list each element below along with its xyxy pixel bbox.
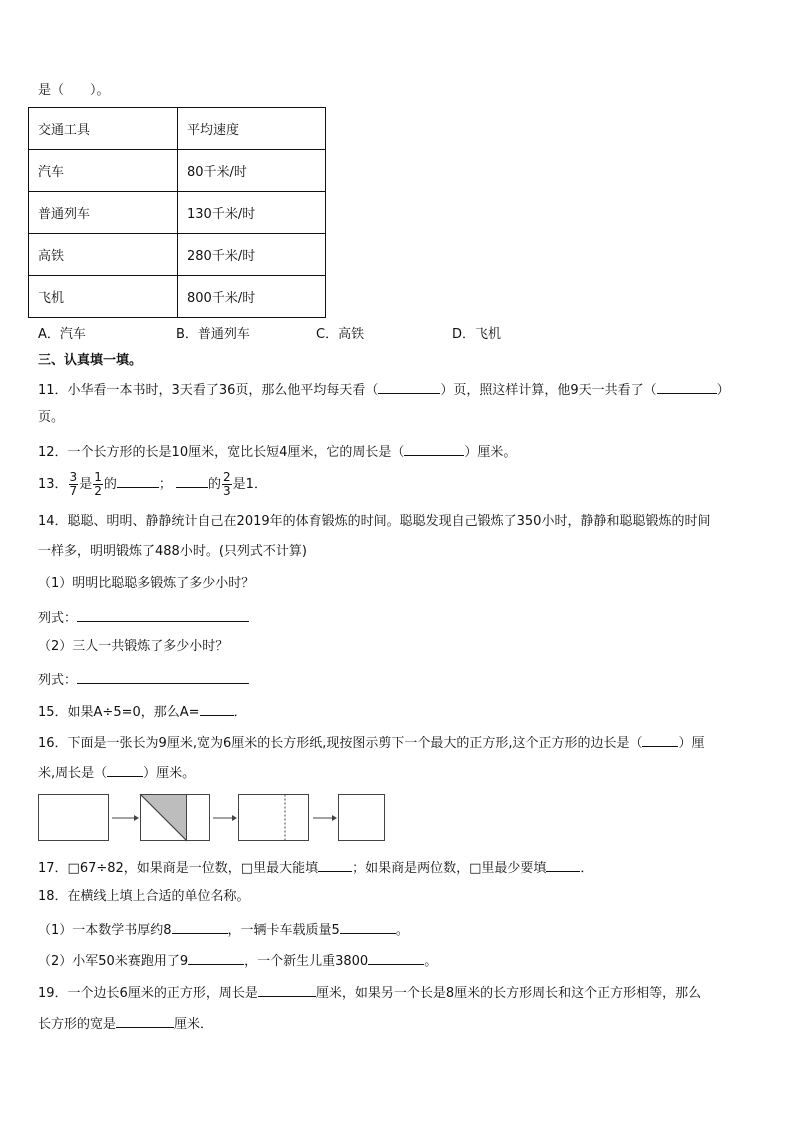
question-14-line-2: 一样多，明明锻炼了488小时。(只列式不计算) — [38, 544, 307, 559]
intro-text: 是（ ）。 — [38, 83, 110, 98]
question-14-part-2: （2）三人一共锻炼了多少小时？ — [38, 639, 229, 654]
option-b: B．普通列车 — [176, 327, 250, 342]
table-cell: 800千米/时 — [178, 276, 326, 318]
answer-blank[interactable] — [368, 950, 424, 965]
question-text: ）页，照这样计算，他9天一共看了（ — [440, 383, 657, 398]
unfolded-rectangle — [239, 795, 309, 841]
answer-blank[interactable] — [77, 607, 249, 622]
answer-blank[interactable] — [258, 982, 316, 997]
table-row — [29, 234, 326, 276]
section-title: 三、认真填一填。 — [38, 353, 143, 368]
question-text: 长方形的宽是 — [38, 1017, 117, 1032]
cutting-diagram — [38, 793, 388, 843]
table-cell: 飞机 — [29, 276, 178, 318]
arrow-head — [232, 815, 237, 821]
answer-blank[interactable] — [378, 379, 440, 394]
question-text: ）厘 — [678, 736, 705, 751]
question-text: ，一辆卡车载质量5 — [227, 923, 340, 938]
table-cell: 高铁 — [29, 234, 178, 276]
table-row — [29, 150, 326, 192]
option-d: D．飞机 — [452, 327, 502, 342]
question-11-line-2: 页。 — [38, 410, 65, 425]
question-18-part-2: （2）小军50米赛跑用了9 ，一个新生儿重3800 。 — [38, 950, 437, 971]
answer-blank[interactable] — [657, 379, 717, 394]
question-text: 11．小华看一本书时，3天看了36页，那么他平均每天看（ — [38, 383, 379, 398]
table-cell: 80千米/时 — [178, 150, 326, 192]
question-text: 厘米，如果另一个长是8厘米的长方形周长和这个正方形相等，那么 — [315, 986, 702, 1001]
question-text: ）厘米。 — [464, 445, 517, 460]
question-text: （2）小军50米赛跑用了9 — [38, 954, 189, 969]
cut-square — [339, 795, 385, 841]
table-row — [29, 192, 326, 234]
question-13: 13． $\frac{3}{7}$ 是 $\frac{1}{2}$ 的 ； 的 $\frac{2}{3}$ 是1． — [38, 470, 267, 498]
arrow-head — [134, 815, 139, 821]
arrow-head — [332, 815, 337, 821]
answer-blank[interactable] — [188, 950, 244, 965]
answer-blank[interactable] — [117, 473, 159, 488]
table-header-cell: 平均速度 — [178, 108, 326, 150]
answer-blank[interactable] — [116, 1013, 174, 1028]
question-19-line-1 — [38, 982, 701, 1003]
question-text: ）厘米。 — [143, 766, 196, 781]
question-11-line-1 — [38, 379, 730, 400]
answer-blank[interactable] — [176, 473, 208, 488]
question-text: 16．下面是一张长为9厘米,宽为6厘米的长方形纸,现按图示剪下一个最大的正方形,这个正方形的边长是（ — [38, 736, 643, 751]
table-cell: 汽车 — [29, 150, 178, 192]
question-text: （1）一本数学书厚约8 — [38, 923, 172, 938]
question-14-line-1: 14．聪聪、明明、静静统计自己在2019年的体育锻炼的时间。聪聪发现自己锻炼了350小时，静静和聪聪锻炼的时间 — [38, 514, 711, 529]
question-text: ） — [716, 383, 730, 398]
question-text: 19．一个边长6厘米的正方形，周长是 — [38, 986, 258, 1001]
question-19-line-2 — [38, 1013, 213, 1034]
table-row — [29, 276, 326, 318]
table-cell: 280千米/时 — [178, 234, 326, 276]
question-12 — [38, 441, 516, 462]
speed-table — [28, 107, 326, 318]
fraction: $\frac{1}{2}$ — [94, 470, 102, 498]
question-18-part-1: （1）一本数学书厚约8 ，一辆卡车载质量5 。 — [38, 919, 409, 940]
answer-blank[interactable] — [642, 732, 678, 747]
original-rectangle — [39, 795, 109, 841]
answer-blank[interactable] — [318, 857, 352, 872]
question-17: 17．□67÷82，如果商是一位数，□里最大能填 ；如果商是两位数，□里最少要填 ． — [38, 857, 593, 878]
question-text: ，一个新生儿重3800 — [244, 954, 369, 969]
question-18-title: 18．在横线上填上合适的单位名称。 — [38, 889, 250, 904]
question-14-formula-1: 列式： — [38, 607, 249, 628]
question-14-part-1: （1）明明比聪聪多锻炼了多少小时？ — [38, 576, 255, 591]
answer-options — [38, 326, 501, 344]
table-cell: 普通列车 — [29, 192, 178, 234]
question-15: 15．如果A÷5=0，那么A= ． — [38, 701, 247, 722]
answer-blank[interactable] — [200, 701, 234, 716]
fraction: $\frac{2}{3}$ — [223, 470, 231, 498]
question-14-formula-2: 列式： — [38, 669, 249, 690]
answer-blank[interactable] — [546, 857, 580, 872]
question-text: 15．如果A÷5=0，那么A= — [38, 705, 200, 720]
question-16-line-1 — [38, 732, 705, 753]
question-text: 米,周长是（ — [38, 766, 108, 781]
question-text: 17．□67÷82，如果商是一位数，□里最大能填 — [38, 861, 319, 876]
option-c: C．高铁 — [316, 327, 365, 342]
table-cell: 130千米/时 — [178, 192, 326, 234]
table-header-row — [29, 108, 326, 150]
answer-blank[interactable] — [107, 762, 143, 777]
answer-blank[interactable] — [172, 919, 228, 934]
option-a: A．汽车 — [38, 327, 86, 342]
fraction: $\frac{3}{7}$ — [69, 470, 78, 498]
answer-blank[interactable] — [404, 441, 464, 456]
answer-blank[interactable] — [340, 919, 396, 934]
question-text: ；如果商是两位数，□里最少要填 — [352, 861, 547, 876]
question-text: 12．一个长方形的长是10厘米，宽比长短4厘米，它的周长是（ — [38, 445, 405, 460]
table-header-cell: 交通工具 — [29, 108, 178, 150]
answer-blank[interactable] — [77, 669, 249, 684]
question-text: 厘米． — [174, 1017, 214, 1032]
question-number: 13． — [38, 477, 68, 492]
question-16-line-2 — [38, 762, 195, 783]
